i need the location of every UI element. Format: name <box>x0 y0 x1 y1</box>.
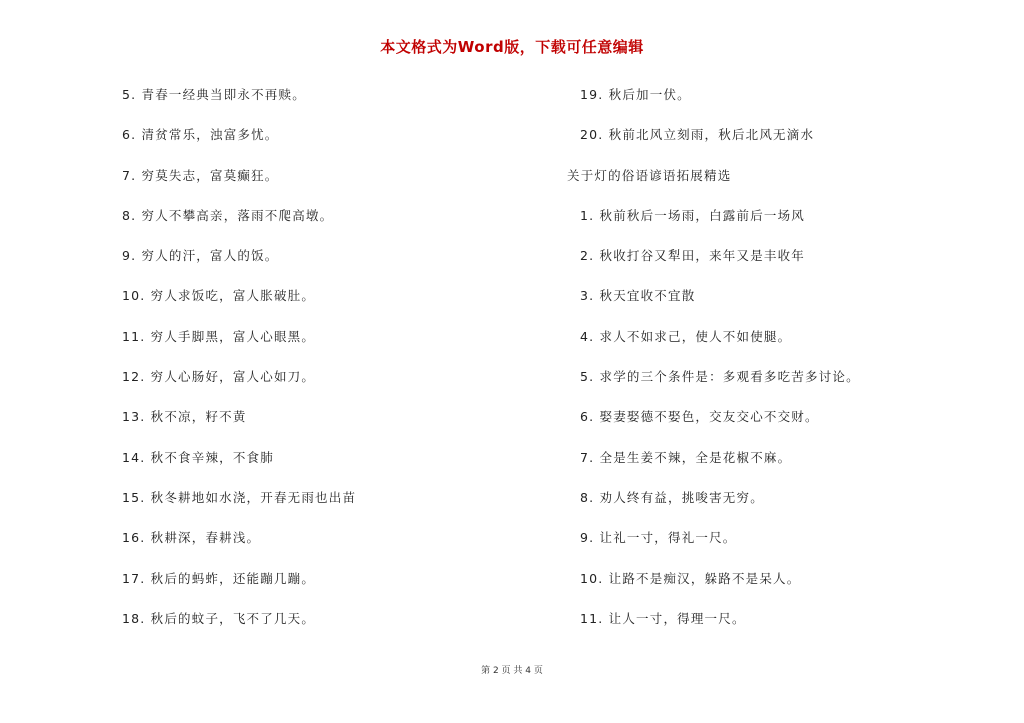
left-column <box>122 83 356 647</box>
list-item: 10. 让路不是痴汉，躲路不是呆人。 <box>580 570 801 586</box>
list-item: 6. 清贫常乐，浊富多忧。 <box>122 127 279 143</box>
list-item: 9. 让礼一寸，得礼一尺。 <box>580 530 737 546</box>
list-item: 20. 秋前北风立刻雨，秋后北风无滴水 <box>580 127 815 143</box>
list-item: 7. 穷莫失志，富莫癫狂。 <box>122 167 279 183</box>
page-number-footer: 第 2 页 共 4 页 <box>481 666 543 676</box>
list-item: 2. 秋收打谷又犁田，来年又是丰收年 <box>580 248 806 264</box>
list-item: 6. 娶妻娶德不娶色，交友交心不交财。 <box>580 409 819 425</box>
list-item: 12. 穷人心肠好，富人心如刀。 <box>122 369 316 385</box>
list-item: 5. 求学的三个条件是：多观看多吃苦多讨论。 <box>580 369 860 385</box>
list-item: 8. 劝人终有益，挑唆害无穷。 <box>580 489 764 505</box>
list-item: 13. 秋不凉，籽不黄 <box>122 409 247 425</box>
list-item: 4. 求人不如求己，使人不如使腿。 <box>580 328 792 344</box>
list-item: 17. 秋后的蚂蚱，还能蹦几蹦。 <box>122 570 316 586</box>
list-item: 1. 秋前秋后一场雨，白露前后一场风 <box>580 207 806 223</box>
list-item: 16. 秋耕深，春耕浅。 <box>122 530 261 546</box>
list-item: 14. 秋不食辛辣，不食肺 <box>122 449 274 465</box>
list-item: 18. 秋后的蚊子，飞不了几天。 <box>122 610 316 626</box>
list-item: 15. 秋冬耕地如水浇，开春无雨也出苗 <box>122 489 357 505</box>
list-item: 3. 秋天宜收不宜散 <box>580 288 696 304</box>
list-item: 10. 穷人求饭吃，富人胀破肚。 <box>122 288 316 304</box>
right-column <box>567 83 860 647</box>
list-item: 8. 穷人不攀高亲，落雨不爬高墩。 <box>122 207 334 223</box>
list-item: 9. 穷人的汗，富人的饭。 <box>122 248 279 264</box>
list-item: 5. 青春一经典当即永不再赎。 <box>122 87 306 102</box>
list-item: 11. 让人一寸，得理一尺。 <box>580 610 746 626</box>
section-heading: 关于灯的俗语谚语拓展精选 <box>567 167 732 183</box>
document-header-banner: 本文格式为Word版，下载可任意编辑 <box>380 38 644 56</box>
list-item: 19. 秋后加一伏。 <box>580 87 691 102</box>
list-item: 11. 穷人手脚黑，富人心眼黑。 <box>122 328 316 344</box>
list-item: 7. 全是生姜不辣，全是花椒不麻。 <box>580 449 792 465</box>
